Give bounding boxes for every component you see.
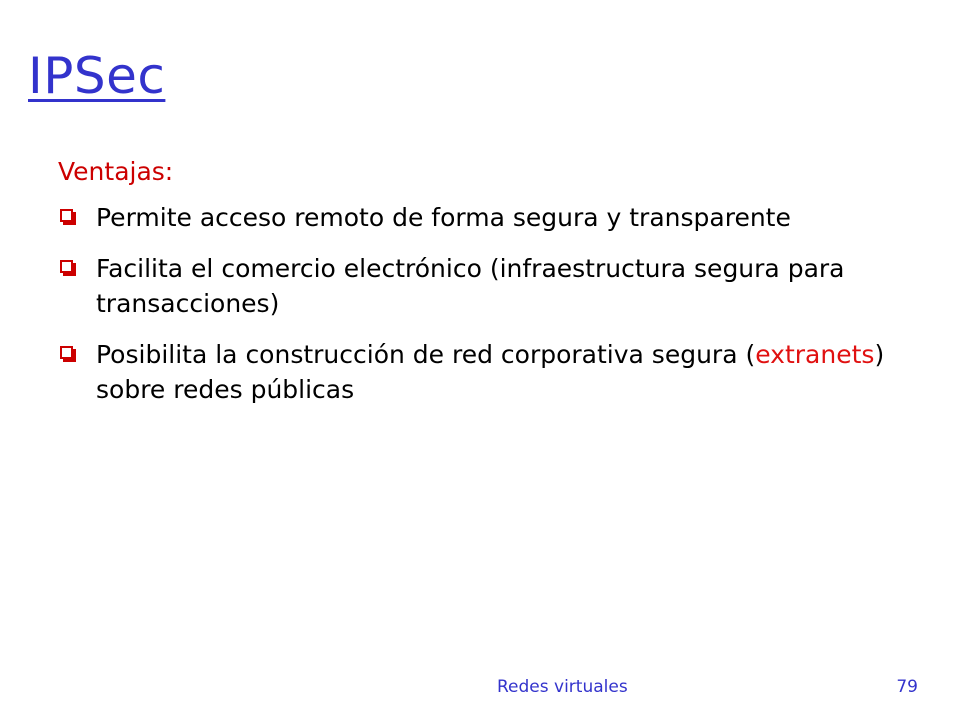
bullet-text: Permite acceso remoto de forma segura y transparente bbox=[96, 203, 791, 232]
page-number: 79 bbox=[896, 677, 918, 697]
slide-title: IPSec bbox=[28, 47, 166, 105]
bullet-list bbox=[58, 200, 918, 423]
bullet-text: Facilita el comercio electrónico (infraestructura segura para transacciones) bbox=[96, 254, 845, 318]
bullet-item bbox=[58, 251, 918, 321]
bullet-text-after: ) sobre redes públicas bbox=[96, 340, 885, 404]
checkbox-bullet-icon bbox=[60, 346, 73, 359]
bullet-item bbox=[58, 200, 918, 235]
bullet-highlight-extranets: extranets bbox=[755, 340, 875, 369]
footer-label: Redes virtuales bbox=[497, 677, 628, 697]
checkbox-bullet-icon bbox=[60, 209, 73, 222]
bullet-item bbox=[58, 337, 918, 407]
subheading: Ventajas: bbox=[58, 157, 174, 186]
checkbox-bullet-icon bbox=[60, 260, 73, 273]
bullet-text-before: Posibilita la construcción de red corporativa segura ( bbox=[96, 340, 756, 369]
